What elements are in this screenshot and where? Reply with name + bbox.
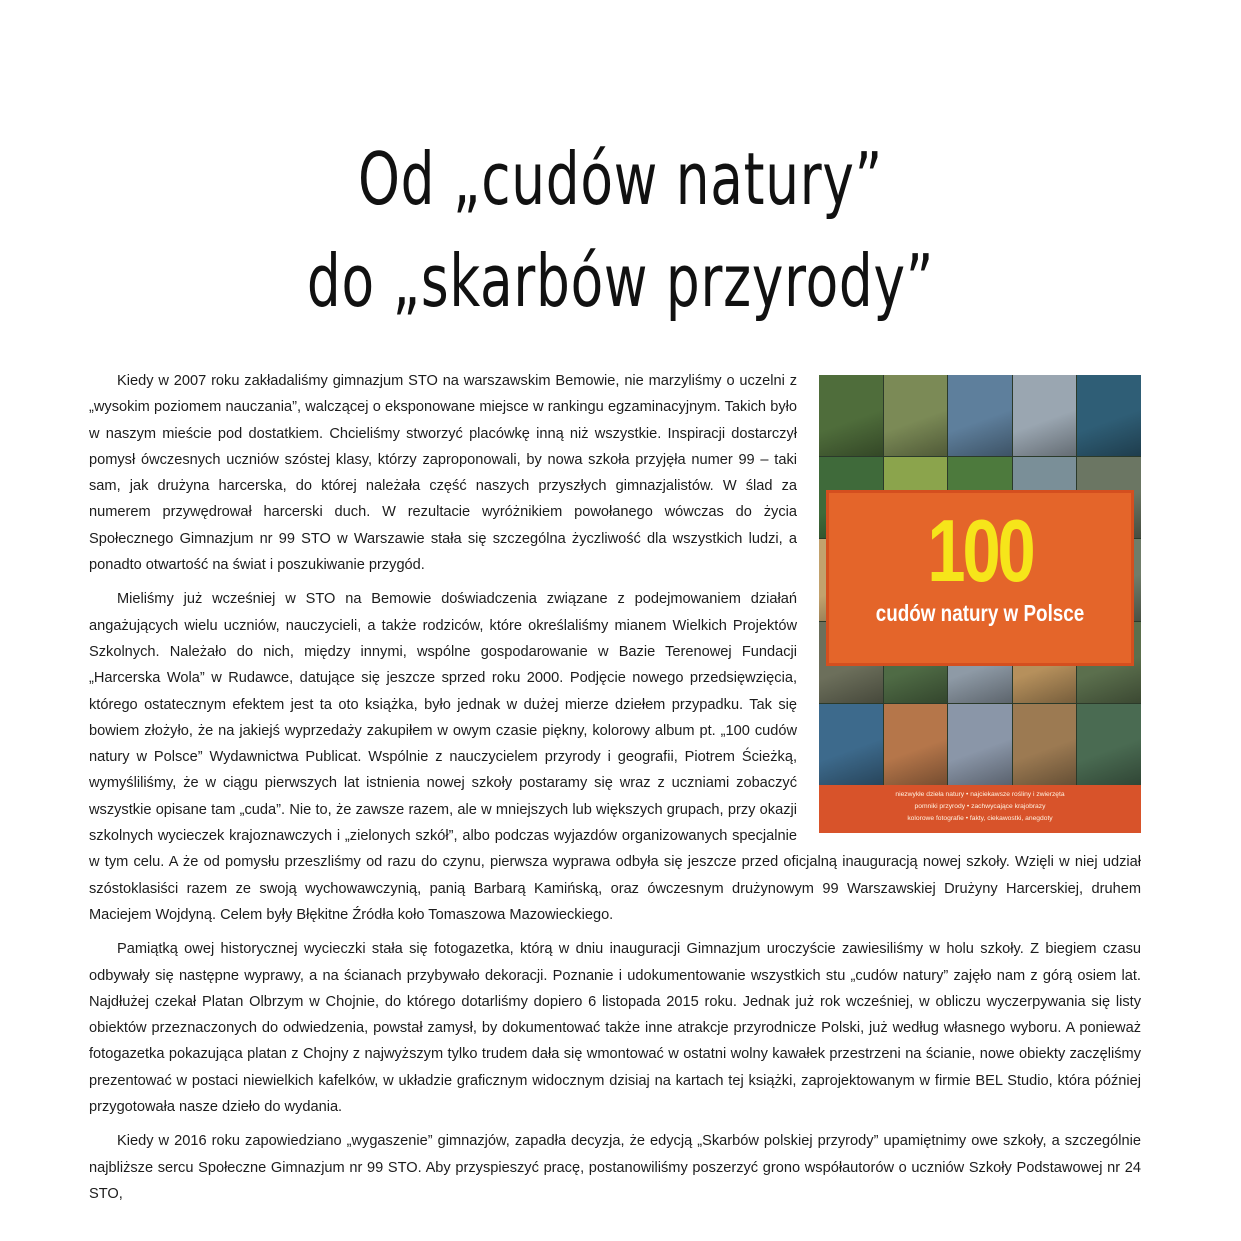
cover-photo-tile bbox=[948, 375, 1012, 456]
cover-photo-tile bbox=[1077, 704, 1141, 785]
page-title bbox=[161, 128, 1079, 332]
cover-photo-tile bbox=[948, 704, 1012, 785]
paragraph: Kiedy w 2007 roku zakładaliśmy gimnazjum STO na warszawskim Bemowie, nie marzyliśmy o uczelni z „wysokim poziomem nauczania”, walczącej o eksponowane miejsce w rankingu egzaminacyjnym. Takich było w naszym mieście pod dostatkiem. Chcieliśmy stworzyć placówkę inną niż wszystkie. Inspiracji dostarczył pomysł ówczesnych uczniów szóstej klasy, którzy zaproponowali, by nowa szkoła przyjęła numer 99 – taki sam, jak drużyna harcerska, do której należała część naszych przyszłych gimnazjalistów. W ślad za numerem przywędrował harcerski duch. W rezultacie wyróżnikiem powołanego wówczas do życia Społecznego Gimnazjum nr 99 STO w Warszawie stała się szczególna życzliwość dla wszystkich ludzi, a ponadto otwartość na świat i poszukiwanie przygód. bbox=[89, 373, 797, 574]
article-body bbox=[89, 368, 1141, 1215]
book-cover-image bbox=[819, 375, 1141, 833]
cover-photo-tile bbox=[819, 704, 883, 785]
cover-number: 100 bbox=[927, 501, 1033, 600]
cover-photo-tile bbox=[1013, 375, 1077, 456]
cover-tagline bbox=[819, 785, 1141, 833]
cover-photo-tile bbox=[1077, 375, 1141, 456]
cover-subtitle: cudów natury w Polsce bbox=[875, 600, 1085, 626]
cover-tagline-1: niezwykłe dzieła natury • najciekawsze rośliny i zwierzęta bbox=[895, 791, 1065, 798]
cover-photo-tile bbox=[819, 375, 883, 456]
title-line-1: Od „cudów natury” bbox=[358, 137, 883, 221]
paragraph: Pamiątką owej historycznej wycieczki stała się fotogazetka, którą w dniu inauguracji Gimnazjum uroczyście zawiesiliśmy w holu szkoły. Z biegiem czasu odbywały się następne wyprawy, a na ścianach przybywało dekoracji. Poznanie i udokumentowanie wszystkich stu „cudów natury” zajęło nam z górą osiem lat. Najdłużej czekał Platan Olbrzym w Chojnie, do którego dotarliśmy dopiero 6 listopada 2015 roku. Jednak już rok wcześniej, w obliczu wyczerpywania się listy obiektów przeznaczonych do odwiedzenia, powstał zamysł, by dokumentować także inne atrakcje przyrodnicze Polski, już według własnego wyboru. A ponieważ fotogazetka pokazująca platan z Chojny z najwyższym tylko trudem dała się wmontować w ostatni wolny kawałek przestrzeni na ścianie, nowe obiekty zaczęliśmy prezentować w postaci niewielkich kafelków, w układzie graficznym widocznym dzisiaj na kartach tej książki, zaprojektowanym w firmie BEL Studio, która później przygotowała nasze dzieło do wydania. bbox=[89, 941, 1141, 1116]
paragraph: Mieliśmy już wcześniej w STO na Bemowie doświadczenia związane z podejmowaniem działań angażujących wielu uczniów, nauczycieli, a także rodziców, które określaliśmy mianem Wielkich Projektów Szkolnych. Należało do nich, między innymi, wspólne gospodarowanie w Bazie Terenowej Fundacji „Harcerska Wola” w Rudawce, datujące się jeszcze sprzed roku 2000. Podjęcie nowego przedsięwzięcia, którego ostatecznym efektem jest ta oto książka, było jednak w dużej mierze dziełem przypadku. Tak się bowiem złożyło, że na jakiejś wyprzedaży zakupiłem w owym czasie piękny, kolorowy album pt. „100 cudów natury w Polsce” Wydawnictwa Publicat. Wspólnie z nauczycielem przyrody i geografii, Piotrem Ścieżką, wymyśliliśmy, że w ciągu pierwszych lat istnienia nowej szkoły postaramy się wraz z uczniami zobaczyć wszystkie opisane tam „cuda”. Nie to, że zawsze razem, ale w mniejszych lub większych grupach, przy okazji szkolnych wycieczek krajoznawczych i „zielonych szkół”, albo podczas wyjazdów organizowanych specjalnie w tym celu. A że od pomysłu przeszliśmy od razu do czynu, pierwsza wyprawa odbyła się jeszcze przed oficjalną inauguracją nowej szkoły. Wzięli w niej udział szóstoklasiści razem ze swoją wychowawczynią, panią Barbarą Kamińską, oraz ówczesnym drużynowym 99 Warszawskiej Drużyny Harcerskiej, druhem Maciejem Wojdyną. Celem były Błękitne Źródła koło Tomaszowa Mazowieckiego. bbox=[89, 591, 1141, 923]
cover-title-band bbox=[829, 493, 1131, 663]
cover-photo-tile bbox=[884, 704, 948, 785]
paragraph: Kiedy w 2016 roku zapowiedziano „wygaszenie” gimnazjów, zapadła decyzja, że edycją „Skarbów polskiej przyrody” upamiętnimy owe szkoły, a szczególnie najbliższe sercu Społeczne Gimnazjum nr 99 STO. Aby przyspieszyć pracę, postanowiliśmy poszerzyć grono współautorów o uczniów Szkoły Podstawowej nr 24 STO, bbox=[89, 1133, 1141, 1202]
title-line-2: do „skarbów przyrody” bbox=[306, 239, 935, 323]
cover-photo-tile bbox=[884, 375, 948, 456]
cover-tagline-2: pomniki przyrody • zachwycające krajobrazy bbox=[914, 803, 1046, 810]
cover-tagline-3: kolorowe fotografie • fakty, ciekawostki, anegdoty bbox=[907, 815, 1053, 822]
cover-photo-tile bbox=[1013, 704, 1077, 785]
